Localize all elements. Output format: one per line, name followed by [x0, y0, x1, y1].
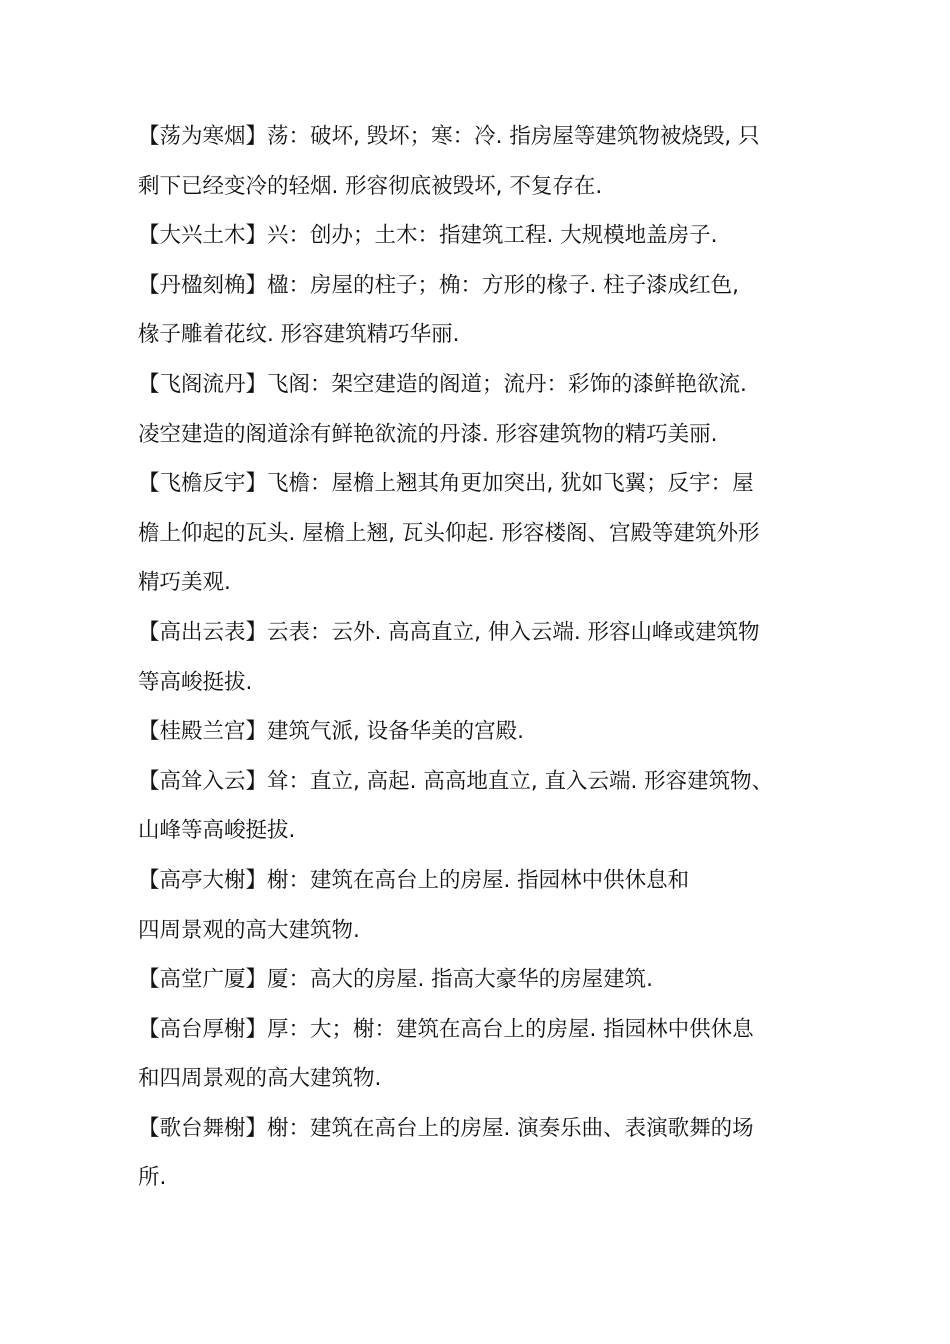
idiom-entry: [138, 112, 808, 211]
entry-line: 【飞阁流丹】飞阁：架空建造的阁道；流丹：彩饰的漆鲜艳欲流.: [138, 371, 747, 397]
idiom-entry: [138, 261, 808, 360]
entry-line: 山峰等高峻挺拔.: [138, 818, 296, 844]
entry-line: 椽子雕着花纹. 形容建筑精巧华丽.: [138, 322, 460, 348]
idiom-entry: [138, 856, 808, 955]
entry-line: 剩下已经变冷的轻烟. 形容彻底被毁坏, 不复存在.: [138, 173, 603, 199]
idiom-entry: [138, 608, 808, 707]
entry-line: 【大兴土木】兴：创办；土木：指建筑工程. 大规模地盖房子.: [138, 223, 718, 249]
entry-line: 四周景观的高大建筑物.: [138, 917, 360, 943]
idiom-entry: [138, 459, 808, 608]
idiom-entry: [138, 360, 808, 459]
entry-line: 凌空建造的阁道涂有鲜艳欲流的丹漆. 形容建筑物的精巧美丽.: [138, 421, 718, 447]
entry-line: 【高台厚榭】厚：大；榭：建筑在高台上的房屋. 指园林中供休息: [138, 1016, 754, 1042]
idiom-entry: [138, 707, 808, 757]
idiom-list: [138, 112, 808, 1203]
entry-line: 【歌台舞榭】榭：建筑在高台上的房屋. 演奏乐曲、表演歌舞的场: [138, 1115, 754, 1141]
entry-line: 檐上仰起的瓦头. 屋檐上翘, 瓦头仰起. 形容楼阁、宫殿等建筑外形: [138, 520, 760, 546]
idiom-entry: [138, 757, 808, 856]
entry-line: 【高亭大榭】榭：建筑在高台上的房屋. 指园林中供休息和: [138, 867, 690, 893]
entry-line: 【荡为寒烟】荡：破坏, 毁坏；寒：冷. 指房屋等建筑物被烧毁, 只: [138, 124, 760, 149]
entry-line: 【高堂广厦】厦：高大的房屋. 指高大豪华的房屋建筑.: [138, 967, 654, 993]
entry-line: 和四周景观的高大建筑物.: [138, 1066, 382, 1092]
entry-line: 【高出云表】云表：云外. 高高直立, 伸入云端. 形容山峰或建筑物: [138, 619, 760, 645]
entry-line: 精巧美观.: [138, 570, 231, 596]
entry-line: 【高耸入云】耸：直立, 高起. 高高地直立, 直入云端. 形容建筑物、: [138, 768, 774, 794]
entry-line: 所.: [138, 1165, 167, 1191]
idiom-entry: [138, 1104, 808, 1203]
entry-line: 等高峻挺拔.: [138, 669, 253, 695]
entry-line: 【桂殿兰宫】建筑气派, 设备华美的宫殿.: [138, 719, 525, 745]
idiom-entry: [138, 211, 808, 261]
entry-line: 【飞檐反宇】飞檐：屋檐上翘其角更加突出, 犹如飞翼；反宇：屋: [138, 471, 754, 497]
idiom-entry: [138, 955, 808, 1005]
idiom-entry: [138, 1005, 808, 1104]
entry-line: 【丹楹刻桷】楹：房屋的柱子；桷：方形的椽子. 柱子漆成红色,: [138, 272, 740, 298]
